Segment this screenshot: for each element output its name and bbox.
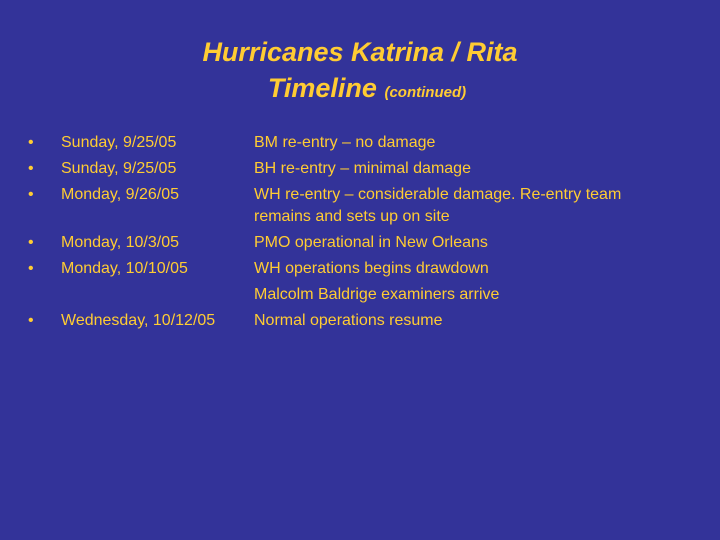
timeline-row bbox=[0, 156, 720, 182]
timeline-row bbox=[0, 308, 720, 334]
timeline-date: Monday, 10/3/05 bbox=[61, 234, 180, 251]
timeline-date: Monday, 10/10/05 bbox=[61, 260, 188, 277]
timeline-row bbox=[0, 256, 720, 282]
bullet-icon: • bbox=[28, 312, 34, 329]
title-main-text: Timeline bbox=[267, 73, 377, 103]
timeline-event: WH re-entry – considerable damage. Re-entry team bbox=[254, 186, 622, 203]
timeline-date: Sunday, 9/25/05 bbox=[61, 160, 177, 177]
timeline-event-continuation: remains and sets up on site bbox=[254, 208, 450, 225]
title-line-2 bbox=[14, 70, 720, 111]
timeline-event: BM re-entry – no damage bbox=[254, 134, 436, 151]
bullet-icon: • bbox=[28, 186, 34, 203]
timeline-date: Wednesday, 10/12/05 bbox=[61, 312, 216, 329]
title-line-1: Hurricanes Katrina / Rita bbox=[202, 37, 518, 67]
timeline-event: Normal operations resume bbox=[254, 312, 443, 329]
bullet-icon: • bbox=[28, 134, 34, 151]
timeline-date: Sunday, 9/25/05 bbox=[61, 134, 177, 151]
slide-title bbox=[0, 34, 720, 111]
timeline-row bbox=[0, 130, 720, 156]
timeline-event: WH operations begins drawdown bbox=[254, 260, 489, 277]
bullet-icon: • bbox=[28, 160, 34, 177]
timeline-event: PMO operational in New Orleans bbox=[254, 234, 488, 251]
bullet-icon: • bbox=[28, 260, 34, 277]
timeline-date: Monday, 9/26/05 bbox=[61, 186, 180, 203]
timeline-event-continuation: Malcolm Baldrige examiners arrive bbox=[254, 286, 500, 303]
title-suffix: (continued) bbox=[384, 84, 467, 101]
bullet-icon: • bbox=[28, 234, 34, 251]
timeline-event: BH re-entry – minimal damage bbox=[254, 160, 471, 177]
timeline-row bbox=[0, 230, 720, 256]
